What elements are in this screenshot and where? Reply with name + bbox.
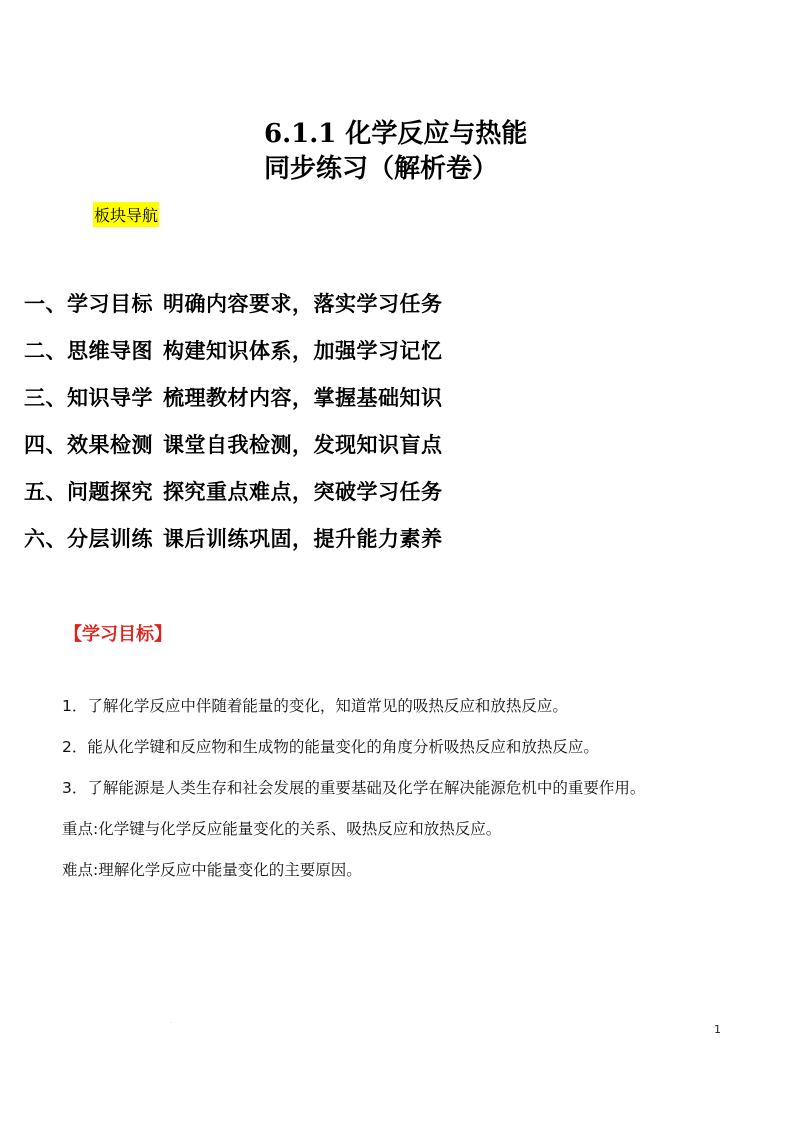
key-point: 重点:化学键与化学反应能量变化的关系、吸热反应和放热反应。 (62, 820, 502, 838)
page-title-line-2: 同步练习（解析卷） (264, 154, 499, 184)
section-name: 六、分层训练 (24, 527, 153, 551)
section-name: 一、学习目标 (24, 292, 153, 316)
learning-goals-heading: 【学习目标】 (64, 624, 172, 645)
section-description: 明确内容要求，落实学习任务 (163, 292, 443, 316)
decorative-dot: · (170, 1020, 172, 1027)
goal-item-1: 1．了解化学反应中伴随着能量的变化，知道常见的吸热反应和放热反应。 (62, 697, 568, 715)
section-item-6 (24, 523, 443, 570)
goal-item-3: 3．了解能源是人类生存和社会发展的重要基础及化学在解决能源危机中的重要作用。 (62, 779, 646, 797)
section-description: 梳理教材内容，掌握基础知识 (163, 386, 443, 410)
section-name: 四、效果检测 (24, 433, 153, 457)
section-item-2 (24, 335, 443, 382)
goal-item-2: 2．能从化学键和反应物和生成物的能量变化的角度分析吸热反应和放热反应。 (62, 738, 599, 756)
section-item-4 (24, 429, 443, 476)
section-description: 课堂自我检测，发现知识盲点 (163, 433, 443, 457)
difficult-point: 难点:理解化学反应中能量变化的主要原因。 (62, 861, 362, 879)
section-description: 探究重点难点，突破学习任务 (163, 480, 443, 504)
section-name: 二、思维导图 (24, 339, 153, 363)
section-name: 五、问题探究 (24, 480, 153, 504)
section-navigation-label: 板块导航 (93, 202, 159, 227)
section-item-3 (24, 382, 443, 429)
section-item-5 (24, 476, 443, 523)
page-number: 1 (714, 1023, 721, 1036)
learning-goals (62, 690, 702, 895)
section-name: 三、知识导学 (24, 386, 153, 410)
section-description: 构建知识体系，加强学习记忆 (163, 339, 443, 363)
page-title-line-1: 6.1.1 化学反应与热能 (264, 119, 528, 149)
section-description: 课后训练巩固，提升能力素养 (163, 527, 443, 551)
section-item-1 (24, 288, 443, 335)
section-list (24, 288, 443, 570)
